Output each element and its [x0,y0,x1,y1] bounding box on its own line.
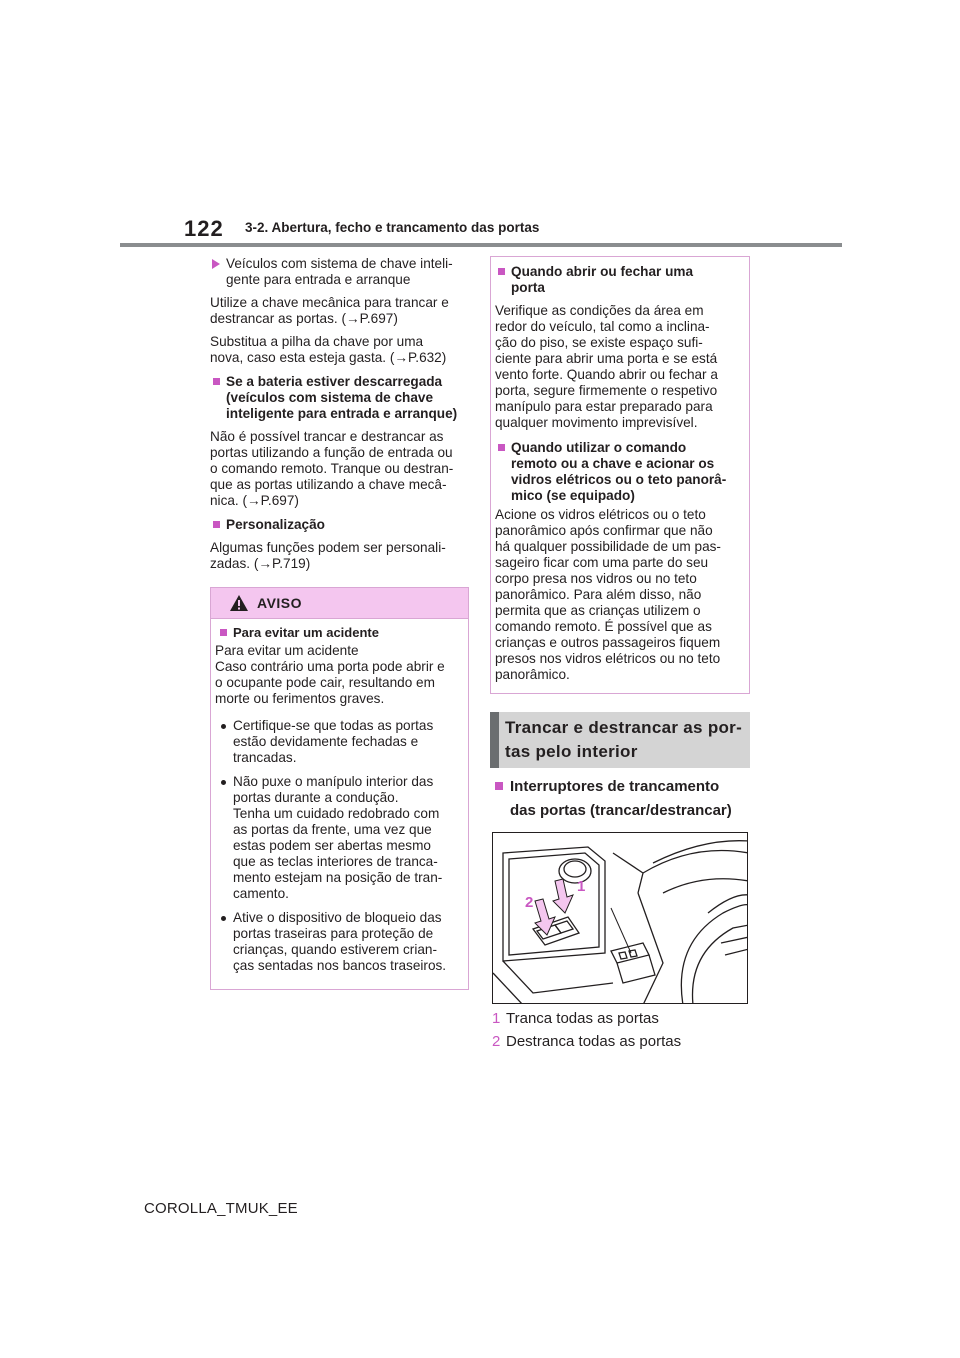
warning-box [210,587,469,990]
left-column [210,256,468,572]
square-bullet-icon [220,629,227,636]
header-divider [120,243,842,247]
figure-label-2: 2 [525,894,534,911]
square-bullet-icon [213,378,220,385]
triangle-bullet-icon [212,259,220,269]
subsection-heading: Interruptores de trancamento das portas (trancar/destrancar) [492,775,750,823]
warning-subheading: Para evitar um acidente [215,625,464,640]
warning-bullet: Ative o dispositivo de bloqueio das portas traseiras para proteção de crianças, quando estiverem crian- ças sentadas nos bancos traseiros. [215,910,464,974]
bullet-dot-icon [221,780,226,785]
paragraph-check-surroundings: Verifique as condições da área em redor do veículo, tal como a inclina- ção do piso, se existe espaço sufi- ciente para abrir uma porta e se está vento forte. Quando abrir ou fechar a porta, segure firmemente o respetivo manípulo para estar preparado para qualquer movimento imprevisível. [495,303,718,430]
warning-intro: Para evitar um acidente Caso contrário uma porta pode abrir e o ocupante pode cair, resultando em morte ou ferimentos graves. [215,643,445,706]
subheading-customization: Personalização [210,517,468,533]
subheading-remote-windows: Quando utilizar o comando remoto ou a chave e acionar os vidros elétricos ou o teto panorâ- mico (se equipado) [495,440,745,504]
subheading-battery-low: Se a bateria estiver descarregada (veículos com sistema de chave inteligente para entrada e arranque) [210,374,468,422]
footer-model-code: COROLLA_TMUK_EE [144,1200,298,1217]
legend-number: 1 [492,1010,501,1027]
legend-text: Tranca todas as portas [506,1010,659,1027]
warning-bullet: Certifique-se que todas as portas estão devidamente fechadas e trancadas. [215,718,464,766]
door-lock-switch-illustration [492,832,748,1004]
square-bullet-icon [498,268,505,275]
square-bullet-icon [498,444,505,451]
warning-triangle-icon [229,594,249,617]
section-heading-bar [490,712,750,768]
vehicle-type-item [210,256,468,288]
legend-item [492,1033,750,1051]
bullet-dot-icon [221,724,226,729]
car-interior-drawing [493,833,748,1004]
square-bullet-icon [213,521,220,528]
legend-item [492,1010,750,1028]
section-title: Trancar e destrancar as por- tas pelo interior [505,718,743,761]
paragraph-cannot-lock: Não é possível trancar e destrancar as portas utilizando a função de entrada ou o comando remoto. Tranque ou destran- que as portas utilizando a chave mecâ- nica. (→P.697) [210,429,454,508]
paragraph-customization: Algumas funções podem ser personali- zadas. (→P.719) [210,540,446,571]
header-title: 3-2. Abertura, fecho e trancamento das portas [245,220,540,235]
warning-header [211,588,468,619]
legend-number: 2 [492,1033,501,1050]
subheading-open-close-door: Quando abrir ou fechar uma porta [495,264,745,296]
page-number: 122 [184,216,224,241]
warning-title: AVISO [257,595,303,611]
vehicle-type-text: Veículos com sistema de chave inteli- gente para entrada e arranque [226,256,453,287]
paragraph-mechanical-key: Utilize a chave mecânica para trancar e destrancar as portas. (→P.697) [210,295,449,326]
notes-box [490,256,750,694]
paragraph-battery: Substitua a pilha da chave por uma nova, caso esta esteja gasta. (→P.632) [210,334,447,365]
square-bullet-icon [495,782,503,790]
section-accent [490,712,499,768]
legend-text: Destranca todas as portas [506,1033,682,1050]
bullet-dot-icon [221,916,226,921]
warning-body [211,619,468,974]
paragraph-windows-caution: Acione os vidros elétricos ou o teto panorâmico após confirmar que não há qualquer possibilidade de um pas- sageiro ficar com uma parte do seu corpo presa nos vidros ou no teto panorâmico. Para além disso, não permita que as crianças utilizem o comando remoto. É possível que as crianças e outros passageiros fiquem presos nos vidros elétricos ou no teto panorâmico. [495,507,721,682]
figure-label-1: 1 [577,878,586,895]
warning-bullet: Não puxe o manípulo interior das portas durante a condução. Tenha um cuidado redobrado com as portas da frente, uma vez que estas podem ser abertas mesmo que as teclas interiores de tranca- mento estejam na posição de tran- camento. [215,774,464,902]
